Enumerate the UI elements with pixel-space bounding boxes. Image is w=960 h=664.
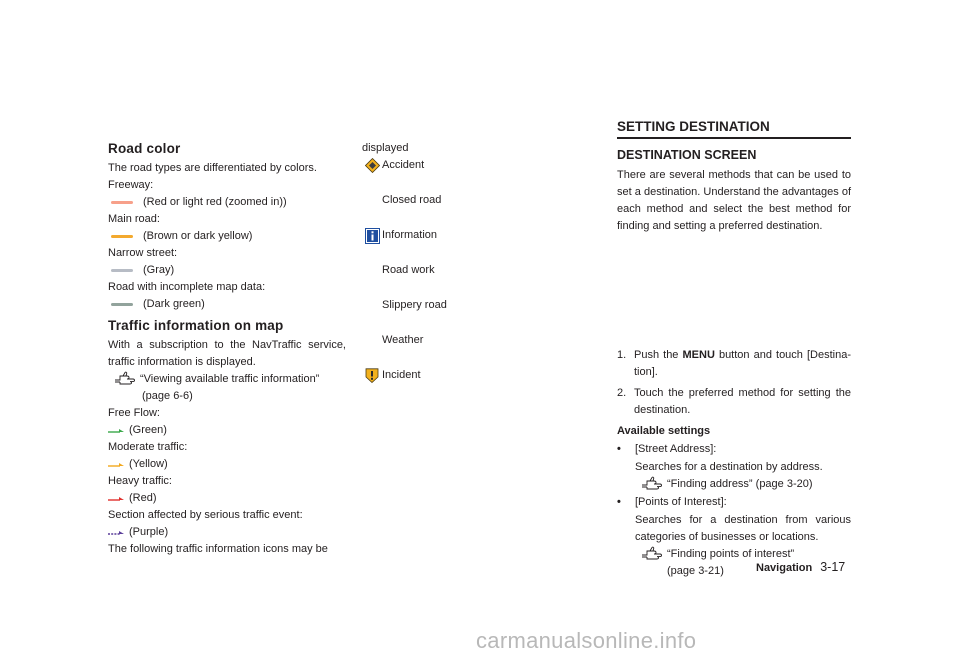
closed-road-icon — [362, 192, 382, 209]
traffic-color-desc: (Purple) — [129, 526, 169, 538]
main-road-color-swatch — [111, 235, 133, 238]
traffic-color-desc: (Green) — [129, 424, 167, 436]
option-label: [Street Address]: — [635, 443, 717, 455]
narrow-street-color-swatch — [111, 269, 133, 272]
green-arrow-icon — [108, 428, 124, 433]
traffic-type-label: Section affected by serious traffic event: — [108, 509, 303, 521]
step-number: 2. — [617, 387, 627, 399]
road-color-item — [108, 177, 346, 211]
traffic-icon-row — [362, 262, 492, 279]
traffic-color-desc: (Red) — [129, 492, 157, 504]
right-column — [617, 118, 851, 580]
road-color-item — [108, 211, 346, 245]
road-color-item — [108, 279, 346, 313]
traffic-icon-row — [362, 367, 492, 384]
traffic-color-desc: (Yellow) — [129, 458, 168, 470]
reference-title: “Finding address” (page 3-20) — [667, 478, 813, 490]
incident-icon — [362, 367, 382, 384]
traffic-icon-label: Slippery road — [382, 299, 447, 311]
destination-screen-heading: DESTINATION SCREEN — [617, 148, 757, 162]
step-text-rest: button and touch [Destina-tion]. — [634, 349, 851, 378]
reference-page: (page 6-6) — [142, 390, 193, 402]
slippery-road-icon — [362, 297, 382, 314]
menu-button-name: MENU — [682, 349, 715, 361]
traffic-icon-label: Incident — [382, 369, 421, 381]
bullet-mark: • — [617, 496, 621, 508]
accident-icon — [362, 157, 382, 174]
traffic-type-label: Heavy traffic: — [108, 475, 172, 487]
information-icon — [362, 227, 382, 244]
traffic-icon-row — [362, 227, 492, 244]
reference-page: (page 3-21) — [667, 565, 724, 577]
traffic-icon-label: Weather — [382, 334, 424, 346]
traffic-icons-intro: The following traffic information icons may be — [108, 543, 328, 555]
traffic-type-label: Free Flow: — [108, 407, 160, 419]
option-desc: Searches for a destination by address. — [635, 461, 823, 473]
traffic-item — [108, 405, 346, 439]
page-number: 3-17 — [820, 560, 846, 574]
road-color-desc: (Brown or dark yellow) — [143, 230, 253, 242]
purple-dashed-arrow-icon — [108, 530, 124, 535]
setting-option — [617, 441, 851, 493]
traffic-icon-row — [362, 297, 492, 314]
left-column — [108, 140, 346, 558]
traffic-icon-row — [362, 192, 492, 209]
option-desc: Searches for a destination from various categories of businesses or locations. — [635, 514, 851, 543]
destination-intro: There are several methods that can be used to set a destination. Understand the advantages of each method and select the best method for finding and setting a preferred destination. — [617, 169, 851, 232]
road-type-label: Road with incomplete map data: — [108, 281, 266, 293]
road-color-heading: Road color — [108, 141, 181, 156]
road-type-label: Narrow street: — [108, 247, 178, 259]
traffic-icons-intro-continued: displayed — [362, 142, 409, 154]
yellow-arrow-icon — [108, 462, 124, 467]
road-color-desc: (Red or light red (zoomed in)) — [143, 196, 287, 208]
traffic-icon-row — [362, 157, 492, 174]
weather-icon — [362, 332, 382, 349]
traffic-icon-label: Closed road — [382, 194, 442, 206]
reference-title: “Finding points of interest” — [667, 548, 795, 560]
traffic-info-intro: With a subscription to the NavTraffic service, traffic information is displayed. — [108, 339, 346, 368]
step-number: 1. — [617, 349, 627, 361]
road-color-desc: (Dark green) — [143, 298, 205, 310]
traffic-item — [108, 507, 346, 541]
freeway-color-swatch — [111, 201, 133, 204]
road-type-label: Main road: — [108, 213, 160, 225]
incomplete-map-color-swatch — [111, 303, 133, 306]
step-text: Touch the preferred method for setting the destination. — [634, 387, 851, 416]
reference-title: “Viewing available traffic information” — [140, 373, 320, 385]
pointing-hand-icon — [641, 476, 663, 490]
page-reference — [108, 371, 346, 405]
traffic-icon-label: Accident — [382, 159, 425, 171]
page-reference — [617, 476, 851, 493]
step-text: Push the — [634, 349, 683, 361]
traffic-icon-label: Information — [382, 229, 438, 241]
traffic-info-heading: Traffic information on map — [108, 318, 284, 333]
pointing-hand-icon — [641, 546, 663, 560]
red-arrow-icon — [108, 496, 124, 501]
pointing-hand-icon — [114, 371, 136, 385]
traffic-icon-row — [362, 332, 492, 349]
section-banner: SETTING DESTINATION — [617, 118, 851, 139]
screen-image-placeholder — [617, 235, 851, 347]
road-color-desc: (Gray) — [143, 264, 175, 276]
traffic-item — [108, 439, 346, 473]
procedure-steps — [617, 347, 851, 419]
procedure-step — [617, 347, 851, 381]
page-footer — [756, 560, 845, 574]
road-work-icon — [362, 262, 382, 279]
traffic-icon-label: Road work — [382, 264, 435, 276]
procedure-step — [617, 385, 851, 419]
road-color-item — [108, 245, 346, 279]
watermark: carmanualsonline.info — [476, 628, 697, 653]
road-type-label: Freeway: — [108, 179, 154, 191]
footer-section: Navigation — [756, 562, 813, 574]
option-label: [Points of Interest]: — [635, 496, 727, 508]
available-settings-heading: Available settings — [617, 425, 711, 437]
bullet-mark: • — [617, 443, 621, 455]
road-color-intro: The road types are differentiated by colors. — [108, 162, 317, 174]
traffic-item — [108, 473, 346, 507]
traffic-type-label: Moderate traffic: — [108, 441, 188, 453]
middle-column — [362, 140, 492, 402]
